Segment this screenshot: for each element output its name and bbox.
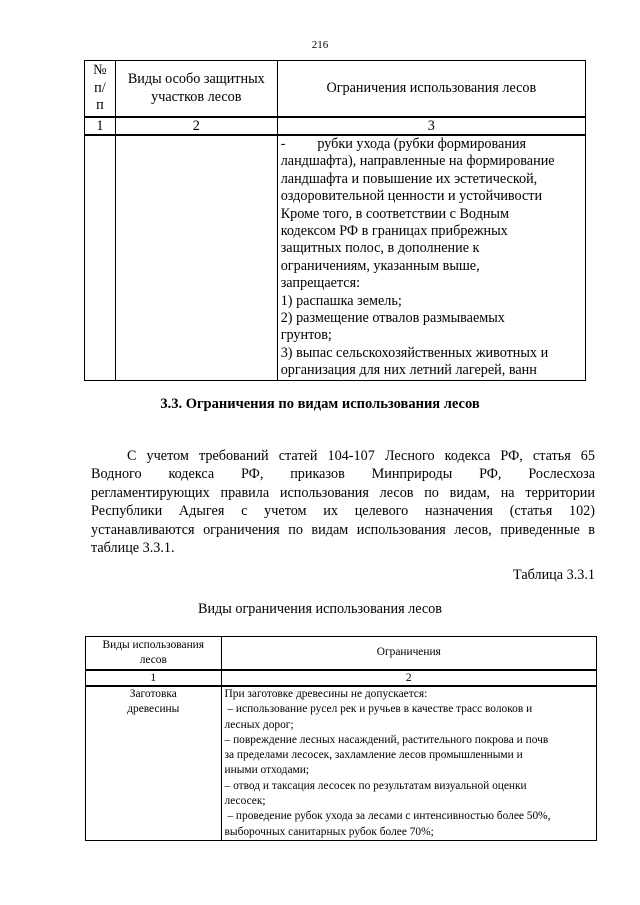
cell-line: Заготовка [129,688,177,700]
empty-cell [115,135,277,380]
page-number: 216 [311,39,329,51]
cell-line: иными отходами; [224,764,309,777]
empty-cell [85,135,116,380]
column-number: 3 [277,117,585,135]
usage-restrictions-table [85,636,597,841]
paragraph-line: Республики Адыгея с учетом их целевого назначения (статья 102) [91,503,595,520]
column-number: 1 [86,670,222,686]
cell-line: ограничениям, указанным выше, [280,257,480,274]
column-number: 1 [85,117,116,135]
header-text: лесов [139,654,167,666]
cell-line: ландшафта и повышение их эстетической, [280,170,538,187]
header-text: участков лесов [151,88,242,105]
cell-line: 1) распашка земель; [280,292,402,309]
header-restrictions-cell: Ограничения использования лесов [277,61,585,118]
header-text: Виды особо защитных [127,71,265,88]
column-number: 2 [115,117,277,135]
cell-line: древесины [127,703,180,716]
paragraph-line: регламентирующих правила использования лесов по видам, на территории [91,484,595,501]
cell-line: ландшафта), направленные на формирование [280,153,555,170]
restrictions-cell [221,686,596,840]
column-numbers-row [86,670,597,686]
paragraph-line: устанавливаются ограничения по видам использования лесов, приведенные в [91,521,595,538]
cell-line: Кроме того, в соответствии с Водным [280,205,509,222]
restrictions-cell [277,135,585,380]
table-header-row [86,637,597,671]
table-number-label: Таблица 3.3.1 [513,567,595,583]
header-text: № [93,62,107,79]
header-restrictions-cell: Ограничения [221,637,596,671]
header-area-types-cell [115,61,277,118]
cell-line: – отвод и таксация лесосек по результатам визуальной оценки [224,779,527,792]
cell-line: кодексом РФ в границах прибрежных [280,223,508,240]
cell-line: – использование русел рек и ручьев в качестве трасс волоков и [224,703,533,716]
cell-line: защитных полос, в дополнение к [280,240,480,257]
cell-line: При заготовке древесины не допускается: [224,688,428,700]
cell-line: - рубки ухода (рубки формирования [280,136,527,152]
usage-type-cell [86,686,222,840]
cell-line: организация для них летний лагерей, ванн [280,362,537,379]
cell-line: 2) размещение отвалов размываемых [280,310,505,327]
table-row [85,135,586,380]
table-header-row [85,61,586,118]
section-title: 3.3. Ограничения по видам использования лесов [160,396,480,412]
cell-line: запрещается: [280,275,361,292]
protective-areas-table [84,60,586,381]
column-number: 2 [221,670,596,686]
cell-line: оздоровительной ценности и устойчивости [280,188,543,205]
table-row [86,686,597,840]
cell-line: лесных дорог; [224,718,294,731]
paragraph-line: С учетом требований статей 104-107 Лесного кодекса РФ, статья 65 [127,448,595,464]
header-text: п [96,97,104,114]
cell-line: лесосек; [224,795,266,808]
header-usage-types-cell [86,637,222,671]
cell-line: 3) выпас сельскохозяйственных животных и [280,344,549,361]
table-caption: Виды ограничения использования лесов [198,601,442,617]
cell-line: – проведение рубок ухода за лесами с интенсивностью более 50%, [224,810,551,823]
cell-line: выборочных санитарных рубок более 70%; [224,825,434,838]
cell-line: за пределами лесосек, захламление лесов промышленными и [224,749,523,762]
column-numbers-row [85,117,586,135]
header-number-cell [85,61,116,118]
paragraph-line: таблице 3.3.1. [91,540,175,557]
header-text: п/ [94,79,106,96]
paragraph-line: Водного кодекса РФ, приказов Минприроды РФ, Рослесхоза [91,466,595,483]
cell-line: грунтов; [280,327,332,344]
header-text: Виды использования [102,638,205,651]
body-paragraph [91,447,595,557]
cell-line: – повреждение лесных насаждений, растительного покрова и почв [224,733,549,746]
